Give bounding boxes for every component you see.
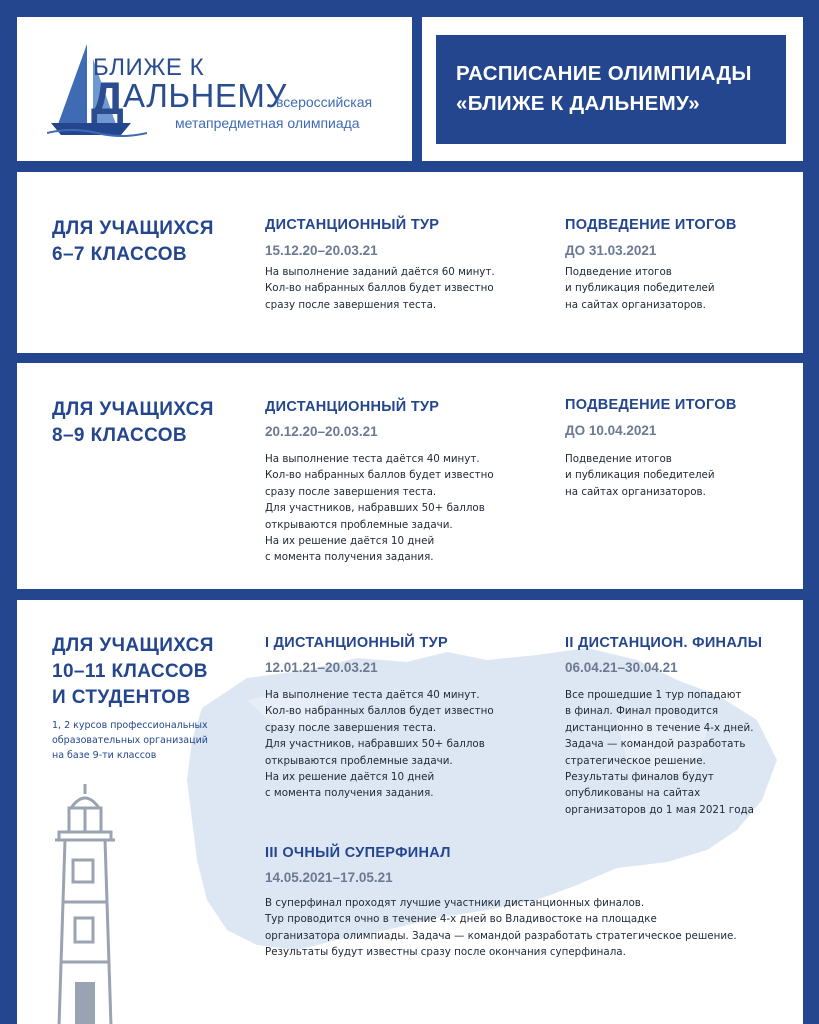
stage-dates: ДО 10.04.2021 [565, 423, 657, 438]
page-title [436, 35, 786, 144]
text-line: Подведение итогов [565, 453, 672, 465]
group-title-line: 10–11 КЛАССОВ [52, 661, 208, 682]
text-line: Результаты будут известны сразу после окончания суперфинала. [265, 946, 626, 959]
logo-initial: Д [91, 72, 124, 124]
text-line: на сайтах организаторов. [565, 298, 706, 311]
text-line: 1, 2 курсов профессиональных [52, 720, 208, 731]
stage-dates: 14.05.2021–17.05.21 [265, 870, 393, 885]
title-line-1: РАСПИСАНИЕ ОЛИМПИАДЫ [456, 62, 752, 85]
text-line: стратегическое решение. [565, 754, 706, 767]
text-line: дистанционно в течение 4-х дней. [565, 721, 754, 734]
stage-title: ДИСТАНЦИОННЫЙ ТУР [265, 399, 440, 415]
text-line: На выполнение теста даётся 40 минут. [265, 453, 480, 465]
stage-description [265, 895, 737, 961]
text-line: открываются проблемные задачи. [265, 518, 453, 531]
text-line: на базе 9-ти классов [52, 750, 157, 761]
text-line: открываются проблемные задачи. [265, 754, 453, 767]
stage-dates: 20.12.20–20.03.21 [265, 424, 378, 439]
text-line: Результаты финалов будут [565, 771, 714, 784]
text-line: Для участников, набравших 50+ баллов [265, 502, 485, 515]
group-note [52, 718, 208, 763]
logo-subtitle-2: метапредметная олимпиада [175, 115, 360, 131]
text-line: Подведение итогов [565, 266, 672, 278]
text-line: Кол-во набранных баллов будет известно [265, 705, 494, 718]
stage-description [265, 451, 494, 566]
text-line: организаторов до 1 мая 2021 года [565, 803, 754, 816]
text-line: сразу после завершения теста. [265, 485, 437, 498]
group-title-line: И СТУДЕНТОВ [52, 687, 191, 708]
lighthouse-icon [47, 782, 127, 1024]
logo-line2: АЛЬНЕМУ [123, 77, 287, 114]
text-line: Тур проводится очно в течение 4-х дней во Владивостоке на площадке [265, 913, 657, 926]
text-line: Кол-во набранных баллов будет известно [265, 282, 494, 295]
text-line: на сайтах организаторов. [565, 485, 706, 498]
logo-subtitle-1: всероссийская [276, 94, 373, 110]
stage-dates: 12.01.21–20.03.21 [265, 660, 378, 675]
stage-title: III ОЧНЫЙ СУПЕРФИНАЛ [265, 845, 451, 861]
stage-title: ПОДВЕДЕНИЕ ИТОГОВ [565, 217, 737, 233]
stage-dates: ДО 31.03.2021 [565, 243, 657, 258]
stage-dates: 06.04.21–30.04.21 [565, 660, 678, 675]
text-line: сразу после завершения теста. [265, 721, 437, 734]
logo-line1: БЛИЖЕ К [93, 54, 205, 81]
text-line: и публикация победителей [565, 469, 715, 482]
group-title-line: ДЛЯ УЧАЩИХСЯ [52, 399, 214, 420]
text-line: Кол-во набранных баллов будет известно [265, 469, 494, 482]
text-line: и публикация победителей [565, 282, 715, 295]
text-line: образовательных организаций [52, 735, 208, 746]
text-line: В суперфинал проходят лучшие участники дистанционных финалов. [265, 897, 645, 909]
stage-description [565, 687, 754, 818]
text-line: Для участников, набравших 50+ баллов [265, 738, 485, 751]
stage-description [265, 687, 494, 802]
text-line: с момента получения задания. [265, 787, 434, 800]
stage-description [565, 264, 715, 313]
group-title [52, 216, 214, 268]
text-line: На их решение даётся 10 дней [265, 535, 435, 548]
group-title-line: ДЛЯ УЧАЩИХСЯ [52, 218, 214, 239]
stage-title: ДИСТАНЦИОННЫЙ ТУР [265, 217, 440, 233]
text-line: опубликованы на сайтах [565, 787, 701, 800]
group-title [52, 633, 214, 711]
group-title-line: 8–9 КЛАССОВ [52, 425, 188, 446]
stage-description [565, 451, 715, 500]
text-line: Все прошедшие 1 тур попадают [565, 689, 742, 701]
text-line: На выполнение теста даётся 40 минут. [265, 689, 480, 701]
group-title-line: ДЛЯ УЧАЩИХСЯ [52, 635, 214, 656]
text-line: Задача — командой разработать [565, 738, 746, 751]
stage-title: II ДИСТАНЦИОН. ФИНАЛЫ [565, 635, 763, 651]
group-title-line: 6–7 КЛАССОВ [52, 244, 188, 265]
text-line: организатора олимпиады. Задача — командой разработать стратегическое решение. [265, 929, 737, 942]
title-line-2: «БЛИЖЕ К ДАЛЬНЕМУ» [456, 92, 700, 115]
stage-title: ПОДВЕДЕНИЕ ИТОГОВ [565, 397, 737, 413]
text-line: На выполнение заданий даётся 60 минут. [265, 266, 495, 278]
stage-description [265, 264, 495, 313]
stage-title: I ДИСТАНЦИОННЫЙ ТУР [265, 635, 448, 651]
group-title [52, 397, 214, 449]
text-line: сразу после завершения теста. [265, 298, 437, 311]
text-line: в финал. Финал проводится [565, 705, 719, 718]
logo-panel [17, 17, 412, 161]
text-line: с момента получения задания. [265, 551, 434, 564]
stage-dates: 15.12.20–20.03.21 [265, 243, 378, 258]
text-line: На их решение даётся 10 дней [265, 771, 435, 784]
